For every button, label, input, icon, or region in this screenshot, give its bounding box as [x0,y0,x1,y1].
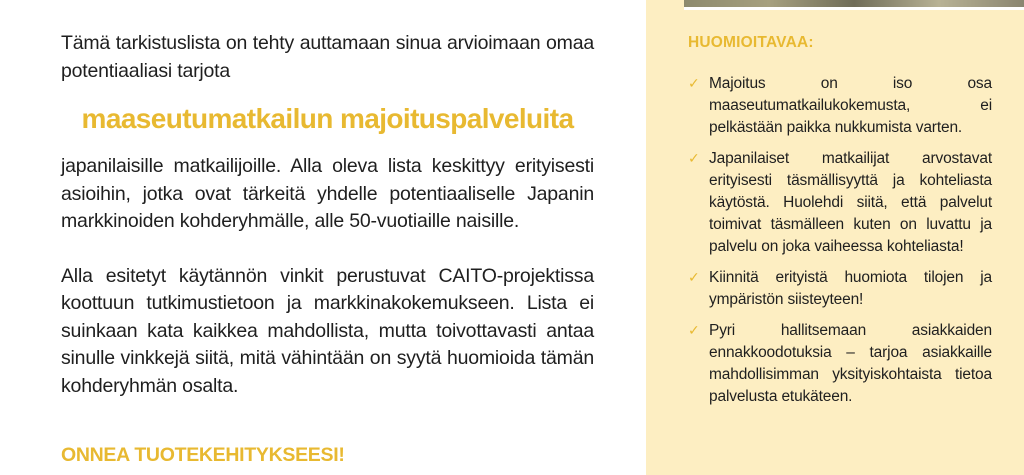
check-icon: ✓ [688,323,700,339]
photo-strip [684,0,1024,10]
paragraph-1: japanilaisille matkailijoille. Alla oleva lista keskittyy erityisesti asioihin, jotka ovat tärkeitä yhdelle potentiaaliselle Japanin markkinoiden kohderyhmälle, alle 50-vuotiaille naisille. [61,155,594,232]
sidebar-heading: HUOMIOITAVAA: [688,34,814,51]
checklist-item [688,148,992,258]
checklist-item-text: Kiinnitä erityistä huomiota tilojen ja ympäristön siisteyteen! [709,269,992,308]
main-column [61,30,594,400]
checklist-item-text: Japanilaiset matkailijat arvostavat erityisesti täsmällisyyttä ja kohteliasta käytöstä. Huolehdi siitä, että palvelut toimivat täsmälleen kuten on luvattu ja palvelu on joka vaiheessa kohteliasta! [709,150,992,255]
check-icon: ✓ [688,76,700,92]
checklist [688,73,992,417]
intro-text: Tämä tarkistuslista on tehty auttamaan sinua arvioimaan omaa potentiaaliasi tarjota [61,32,594,82]
check-icon: ✓ [688,270,700,286]
checklist-item [688,73,992,139]
checklist-item-text: Majoitus on iso osa maaseutumatkailukokemusta, ei pelkästään paikka nukkumista varten. [709,75,992,136]
checklist-item-text: Pyri hallitsemaan asiakkaiden ennakkoodotuksia – tarjoa asiakkaille mahdollisimman yksityiskohtaista tietoa palvelusta etukäteen. [709,322,992,405]
paragraph-2: Alla esitetyt käytännön vinkit perustuvat CAITO-projektissa koottuun tutkimustietoon ja markkinakokemukseen. Lista ei suinkaan kata kaikkea mahdollista, mutta toivottavasti antaa sinulle vinkkejä siitä, mitä vähintään on syytä huomioida tämän kohderyhmän osalta. [61,264,594,397]
checklist-item [688,320,992,408]
highlight-heading: maaseutumatkailun majoituspalveluita [81,103,574,134]
closing-heading: ONNEA TUOTEKEHITYKSEESI! [61,444,345,466]
checklist-item [688,267,992,311]
check-icon: ✓ [688,151,700,167]
